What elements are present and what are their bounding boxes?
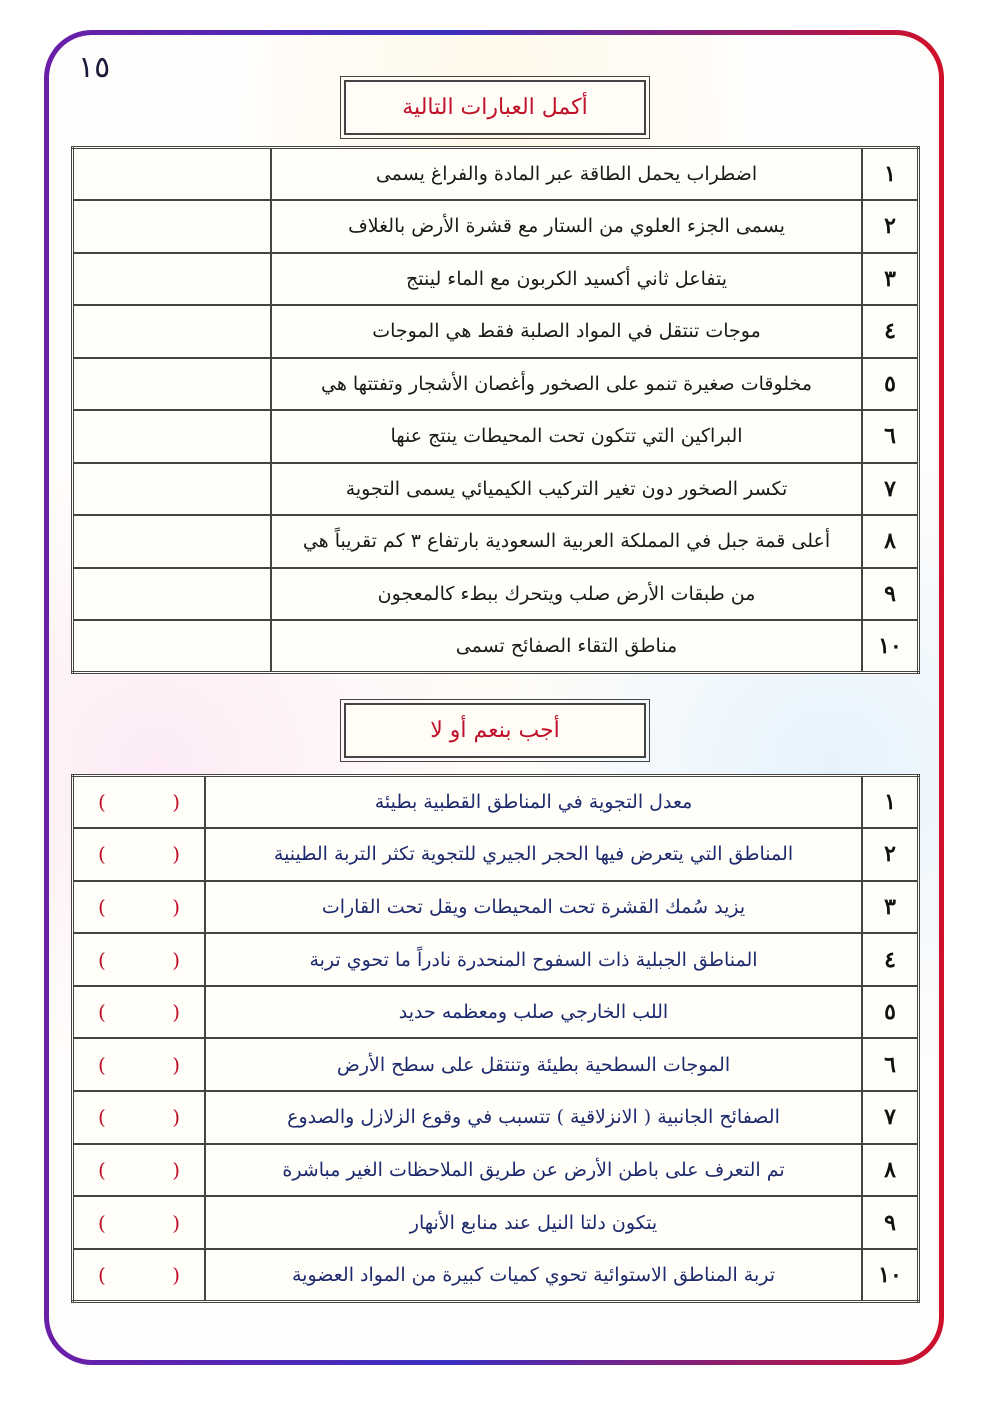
statement-text: المناطق التي يتعرض فيها الحجر الجيري للتجوية تكثر التربة الطينية	[205, 828, 862, 881]
statement-text: اضطراب يحمل الطاقة عبر المادة والفراغ يسمى	[271, 148, 862, 201]
yes-no-row	[73, 1249, 919, 1302]
row-number: ٤	[862, 305, 919, 358]
statement-text: تم التعرف على باطن الأرض عن طريق الملاحظات الغير مباشرة	[205, 1144, 862, 1197]
paren-close: )	[98, 1157, 106, 1182]
answer-blank[interactable]	[73, 305, 272, 358]
complete-statements-table	[71, 146, 920, 674]
answer-parentheses[interactable]	[73, 1038, 206, 1091]
yes-no-row	[73, 828, 919, 881]
row-number: ٨	[862, 515, 919, 568]
answer-parentheses[interactable]	[73, 1196, 206, 1249]
paren-open: (	[172, 1105, 180, 1130]
answer-parentheses[interactable]	[73, 1091, 206, 1144]
row-number: ٢	[862, 200, 919, 253]
section-title-complete-statements: أكمل العبارات التالية	[344, 80, 646, 135]
complete-statement-row	[73, 200, 919, 253]
yes-no-row	[73, 881, 919, 934]
row-number: ١	[862, 776, 919, 829]
row-number: ٥	[862, 358, 919, 411]
row-number: ٤	[862, 933, 919, 986]
yes-no-row	[73, 986, 919, 1039]
yes-no-table	[71, 774, 920, 1303]
row-number: ٦	[862, 410, 919, 463]
complete-statement-row	[73, 620, 919, 673]
complete-statement-row	[73, 410, 919, 463]
yes-no-row	[73, 1196, 919, 1249]
answer-blank[interactable]	[73, 200, 272, 253]
statement-text: الموجات السطحية بطيئة وتنتقل على سطح الأرض	[205, 1038, 862, 1091]
answer-blank[interactable]	[73, 620, 272, 673]
paren-open: (	[172, 1210, 180, 1235]
answer-parentheses[interactable]	[73, 1249, 206, 1302]
statement-text: المناطق الجبلية ذات السفوح المنحدرة نادراً ما تحوي تربة	[205, 933, 862, 986]
paren-close: )	[98, 1262, 106, 1287]
row-number: ٣	[862, 881, 919, 934]
paren-open: (	[172, 790, 180, 815]
page-number: ١٥	[78, 50, 111, 85]
answer-parentheses[interactable]	[73, 933, 206, 986]
row-number: ٥	[862, 986, 919, 1039]
row-number: ٢	[862, 828, 919, 881]
answer-blank[interactable]	[73, 515, 272, 568]
paren-close: )	[98, 790, 106, 815]
row-number: ٧	[862, 1091, 919, 1144]
answer-parentheses[interactable]	[73, 828, 206, 881]
statement-text: يسمى الجزء العلوي من الستار مع قشرة الأرض بالغلاف	[271, 200, 862, 253]
row-number: ٦	[862, 1038, 919, 1091]
row-number: ١٠	[862, 620, 919, 673]
statement-text: يتكون دلتا النيل عند منابع الأنهار	[205, 1196, 862, 1249]
answer-parentheses[interactable]	[73, 986, 206, 1039]
answer-blank[interactable]	[73, 410, 272, 463]
answer-blank[interactable]	[73, 253, 272, 306]
paren-close: )	[98, 894, 106, 919]
statement-text: تربة المناطق الاستوائية تحوي كميات كبيرة من المواد العضوية	[205, 1249, 862, 1302]
paren-close: )	[98, 947, 106, 972]
paren-close: )	[98, 842, 106, 867]
yes-no-row	[73, 776, 919, 829]
answer-blank[interactable]	[73, 148, 272, 201]
row-number: ٩	[862, 568, 919, 621]
complete-statement-row	[73, 305, 919, 358]
paren-open: (	[172, 1157, 180, 1182]
statement-text: أعلى قمة جبل في المملكة العربية السعودية بارتفاع ٣ كم تقريباً هي	[271, 515, 862, 568]
complete-statement-row	[73, 515, 919, 568]
answer-parentheses[interactable]	[73, 1144, 206, 1197]
statement-text: من طبقات الأرض صلب ويتحرك ببطء كالمعجون	[271, 568, 862, 621]
row-number: ٣	[862, 253, 919, 306]
statement-text: الصفائح الجانبية ( الانزلاقية ) تتسبب في وقوع الزلازل والصدوع	[205, 1091, 862, 1144]
complete-statement-row	[73, 148, 919, 201]
section-title-yes-no: أجب بنعم أو لا	[344, 703, 646, 758]
answer-parentheses[interactable]	[73, 881, 206, 934]
row-number: ٧	[862, 463, 919, 516]
answer-blank[interactable]	[73, 568, 272, 621]
statement-text: تكسر الصخور دون تغير التركيب الكيميائي يسمى التجوية	[271, 463, 862, 516]
paren-open: (	[172, 947, 180, 972]
paren-open: (	[172, 1052, 180, 1077]
row-number: ٨	[862, 1144, 919, 1197]
statement-text: مخلوقات صغيرة تنمو على الصخور وأغصان الأشجار وتفتتها هي	[271, 358, 862, 411]
complete-statement-row	[73, 568, 919, 621]
statement-text: مناطق التقاء الصفائح تسمى	[271, 620, 862, 673]
statement-text: البراكين التي تتكون تحت المحيطات ينتج عنها	[271, 410, 862, 463]
paren-open: (	[172, 1262, 180, 1287]
statement-text: موجات تنتقل في المواد الصلبة فقط هي الموجات	[271, 305, 862, 358]
answer-blank[interactable]	[73, 463, 272, 516]
yes-no-row	[73, 933, 919, 986]
paren-open: (	[172, 1000, 180, 1025]
answer-blank[interactable]	[73, 358, 272, 411]
statement-text: يتفاعل ثاني أكسيد الكربون مع الماء لينتج	[271, 253, 862, 306]
row-number: ١٠	[862, 1249, 919, 1302]
row-number: ٩	[862, 1196, 919, 1249]
statement-text: اللب الخارجي صلب ومعظمه حديد	[205, 986, 862, 1039]
paren-close: )	[98, 1000, 106, 1025]
paren-open: (	[172, 894, 180, 919]
answer-parentheses[interactable]	[73, 776, 206, 829]
complete-statement-row	[73, 463, 919, 516]
yes-no-row	[73, 1038, 919, 1091]
complete-statement-row	[73, 253, 919, 306]
statement-text: معدل التجوية في المناطق القطبية بطيئة	[205, 776, 862, 829]
row-number: ١	[862, 148, 919, 201]
yes-no-row	[73, 1091, 919, 1144]
paren-close: )	[98, 1210, 106, 1235]
paren-close: )	[98, 1105, 106, 1130]
paren-open: (	[172, 842, 180, 867]
yes-no-row	[73, 1144, 919, 1197]
complete-statement-row	[73, 358, 919, 411]
paren-close: )	[98, 1052, 106, 1077]
statement-text: يزيد سُمك القشرة تحت المحيطات ويقل تحت القارات	[205, 881, 862, 934]
